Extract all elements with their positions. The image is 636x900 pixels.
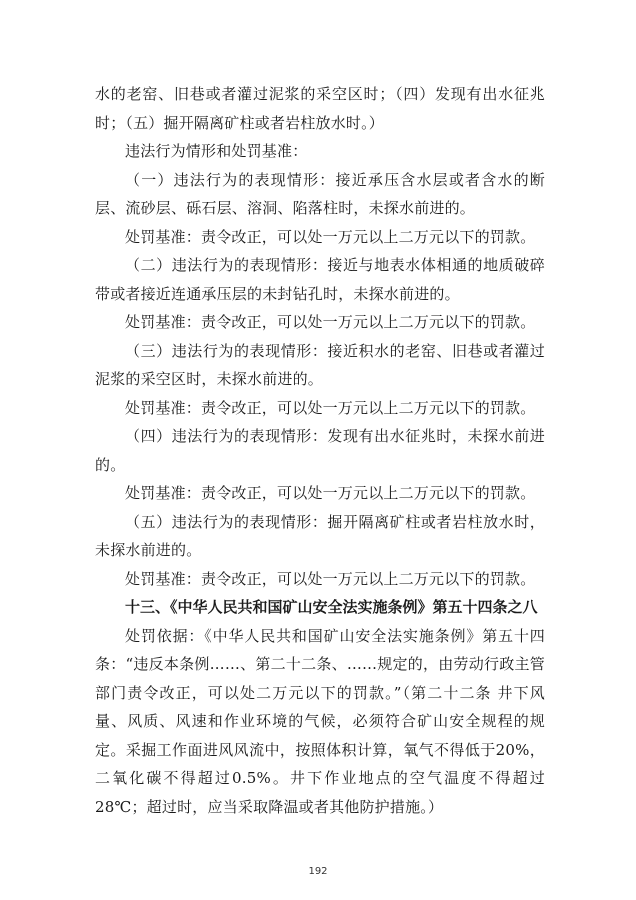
- paragraph-violation-1: （一）违法行为的表现情形：接近承压含水层或者含水的断层、流砂层、砾石层、溶洞、陷落柱时，未探水前进的。: [95, 170, 545, 217]
- paragraph-violation-2: （二）违法行为的表现情形：接近与地表水体相通的地质破碎带或者接近连通承压层的未封钻孔时，未探水前进的。: [95, 256, 545, 303]
- paragraph-continuation: 水的老窑、旧巷或者灌过泥浆的采空区时；（四）发现有出水征兆时；（五）掘开隔离矿柱或者岩柱放水时。）: [95, 85, 545, 132]
- paragraph-penalty-1: 处罚基准：责令改正，可以处一万元以上二万元以下的罚款。: [125, 227, 536, 246]
- paragraph-violation-5: （五）违法行为的表现情形：掘开隔离矿柱或者岩柱放水时，未探水前进的。: [95, 512, 545, 559]
- paragraph-penalty-4: 处罚基准：责令改正，可以处一万元以上二万元以下的罚款。: [125, 484, 536, 502]
- paragraph-legal-basis: 处罚依据：《中华人民共和国矿山安全法实施条例》第五十四条：“违反本条例……、第二十二条、……规定的，由劳动行政主管部门责令改正，可以处二万元以下的罚款。”（第二十二条 井下风量、风质、风速和作业环境的气候，必须符合矿山安全规程的规定。采掘工作面进风风流中，按照体积计算，氧气不得低于20%，二氧化碳不得超过0.5%。井下作业地点的空气温度不得超过28℃；超过时，应当采取降温或者其他防护措施。）: [95, 626, 545, 816]
- page-number: 192: [308, 866, 328, 877]
- paragraph-penalty-2: 处罚基准：责令改正，可以处一万元以上二万元以下的罚款。: [125, 313, 536, 331]
- paragraph-violation-intro: 违法行为情形和处罚基准：: [125, 142, 308, 160]
- paragraph-penalty-5: 处罚基准：责令改正，可以处一万元以上二万元以下的罚款。: [125, 569, 536, 588]
- paragraph-violation-4: （四）违法行为的表现情形：发现有出水征兆时，未探水前进的。: [95, 427, 545, 474]
- section-heading: 十三、《中华人民共和国矿山安全法实施条例》第五十四条之八: [125, 598, 538, 616]
- paragraph-violation-3: （三）违法行为的表现情形：接近积水的老窑、旧巷或者灌过泥浆的采空区时，未探水前进的。: [95, 341, 545, 388]
- paragraph-penalty-3: 处罚基准：责令改正，可以处一万元以上二万元以下的罚款。: [125, 398, 536, 417]
- document-body: [95, 80, 545, 821]
